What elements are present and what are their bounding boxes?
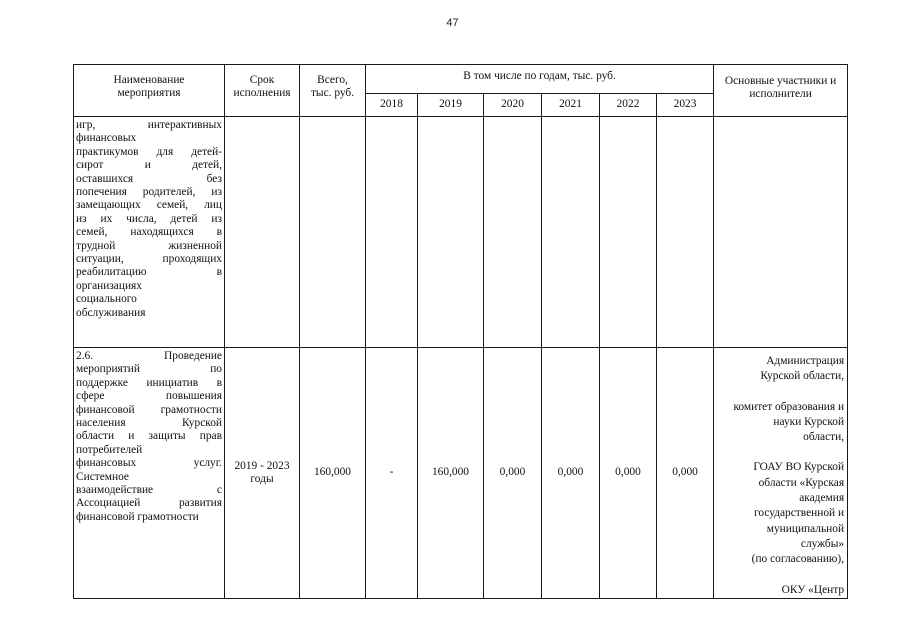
header-year-2018: 2018	[366, 94, 418, 117]
activities-table	[73, 64, 848, 599]
table-row-2-6	[74, 348, 848, 599]
value-2022: 0,000	[600, 348, 657, 599]
value-2020: 0,000	[484, 348, 542, 599]
y2019-cell-empty	[418, 117, 484, 348]
y2018-cell-empty	[366, 117, 418, 348]
value-2018: -	[366, 348, 418, 599]
header-years-group: В том числе по годам, тыс. руб.	[366, 65, 714, 94]
activity-name-2-6: 2.6. Проведение мероприятий по поддержке инициатив в сфере повышения финансовой грамотности населения Курской области и защиты прав потребителей финансовых услуг. Системное взаимодействие с Ассоциацией развития финансовой грамотности	[74, 348, 225, 599]
header-year-2023: 2023	[657, 94, 714, 117]
header-name: Наименование мероприятия	[74, 65, 225, 117]
header-term: Срок исполнения	[225, 65, 300, 117]
header-year-2021: 2021	[542, 94, 600, 117]
header-year-2019: 2019	[418, 94, 484, 117]
participants-2-6: Администрация Курской области, комитет образования и науки Курской области, ГОАУ ВО Курской области «Курская академия государственной и муниципальной службы» (по согласованию), ОКУ «Центр	[714, 348, 848, 599]
activity-name-continuation: игр, интерактивных финансовых практикумов для детей- сирот и детей, оставшихся без попечения родителей, из замещающих семей, лиц из их числа, детей из семей, находящихся в трудной жизненной ситуации, проходящих реабилитацию в организациях социального обслуживания	[74, 117, 225, 348]
header-participants: Основные участники и исполнители	[714, 65, 848, 117]
table-row-continuation	[74, 117, 848, 348]
y2021-cell-empty	[542, 117, 600, 348]
y2023-cell-empty	[657, 117, 714, 348]
y2022-cell-empty	[600, 117, 657, 348]
participants-cell-empty	[714, 117, 848, 348]
header-total: Всего, тыс. руб.	[300, 65, 366, 117]
header-year-2022: 2022	[600, 94, 657, 117]
y2020-cell-empty	[484, 117, 542, 348]
page-number: 47	[446, 17, 459, 29]
value-2021: 0,000	[542, 348, 600, 599]
value-2019: 160,000	[418, 348, 484, 599]
total-2-6: 160,000	[300, 348, 366, 599]
total-cell-empty	[300, 117, 366, 348]
term-2-6: 2019 - 2023 годы	[225, 348, 300, 599]
value-2023: 0,000	[657, 348, 714, 599]
term-cell-empty	[225, 117, 300, 348]
header-year-2020: 2020	[484, 94, 542, 117]
